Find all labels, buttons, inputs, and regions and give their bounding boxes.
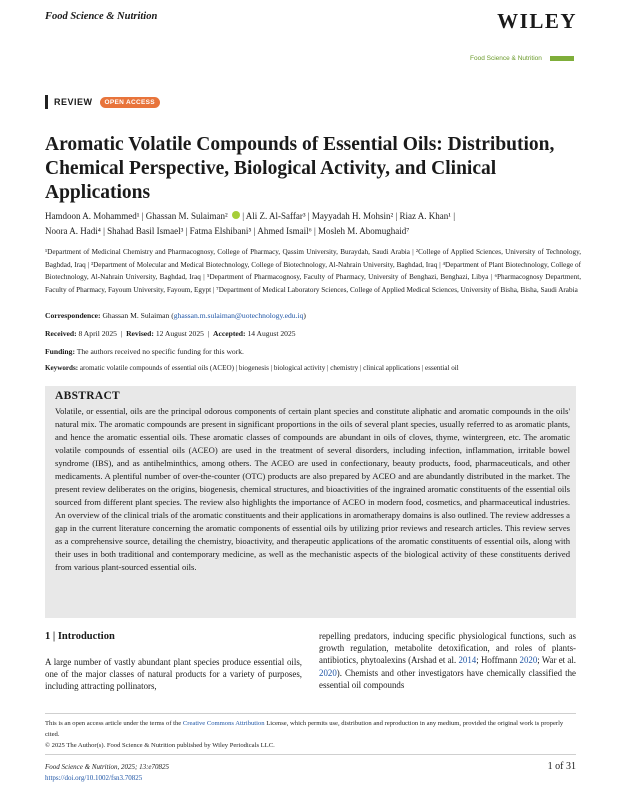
article-type-row <box>45 95 160 109</box>
received-label: Received: <box>45 329 77 338</box>
article-type-marker <box>45 95 48 109</box>
citation-link[interactable]: 2020 <box>319 667 337 678</box>
correspondence-email-link[interactable]: ghassan.m.sulaiman@uotechnology.edu.iq <box>173 311 304 320</box>
publisher-logo: WILEY <box>497 9 577 33</box>
authors-line-1b[interactable]: | Ali Z. Al-Saffar³ | Mayyadah H. Mohsin² | Riaz A. Khan¹ | <box>239 211 456 221</box>
orcid-icon[interactable] <box>232 211 240 219</box>
abstract-heading: ABSTRACT <box>55 390 121 402</box>
funding-label: Funding: <box>45 347 75 356</box>
license-text: This is an open access article under the terms of the <box>45 720 183 727</box>
page-number: 1 of 31 <box>547 761 576 772</box>
accepted-label: Accepted: <box>213 329 246 338</box>
journal-logo-text: Food Science & Nutrition <box>470 55 542 62</box>
correspondence <box>45 311 306 320</box>
revised-date: 12 August 2025 <box>155 329 204 338</box>
body-text: ; Hoffmann <box>476 655 520 666</box>
authors-line-2[interactable]: Noora A. Hadi⁴ | Shahad Basil Ismael³ | Fatma Elshibani⁵ | Ahmed Ismail⁶ | Mosleh M. Abomughaid⁷ <box>45 226 410 236</box>
footer-citation <box>45 762 169 784</box>
affiliations: ¹Department of Medicinal Chemistry and Pharmacognosy, College of Pharmacy, Qassim University, Buraydah, Saudi Arabia | ²College of Applied Sciences, University of Technology, Baghdad, Iraq | ³Department of Molecular and Medical Biotechnology, College of Biotechnology, Al-Nahrain University, Baghdad, Iraq | ⁴Department of Plant Biotechnology, College of Biotechnology, Al-Nahrain University, Baghdad, Iraq | ⁵Department of Pharmacognosy, Faculty of Pharmacy, University of Benghazi, Benghazi, Libya | ⁶Pharmacognosy Department, Faculty of Pharmacy, Fayoum University, Fayoum, Egypt | ⁷Department of Medical Laboratory Sciences, College of Applied Medical Sciences, University of Bisha, Bisha, Saudi Arabia <box>45 248 581 294</box>
dates: Received: 8 April 2025 | Revised: 12 August 2025 | Accepted: 14 August 2025 <box>45 329 296 338</box>
article-type-label: REVIEW <box>54 97 93 107</box>
doi-link[interactable]: https://doi.org/10.1002/fsn3.70825 <box>45 774 143 782</box>
abstract-text: Volatile, or essential, oils are the principal odorous components of certain plant species and constitute aliphatic and aromatic compounds in the oils' natural mix. The aromatic compounds are present in significant proportions in the oils of several plant species, usually referred to as aromatic plants, and hence the aromatic essential oils. These aromatic classes of compounds are abundant in oils of cloves, thyme, wintergreen, etc. The aromatic volatile compounds of essential oils (ACEO) are used in the treatment of several disorders, including infection, inflammation, irritable bowel syndrome (IBS), and as antihelminthics, among others. The ACEO are used in confectionary, beauty products, food, pharmaceuticals, and other medicaments. A plentiful number of over-the-counter (OTC) products are also prepared by ACEO and are abundantly distributed in the market. The present review deliberates on the origins, biogenesis, chemical structures, and bioactivities of the ingrained aromatic constituents of the essential oils sourced from different plant species. The review also highlights the importance of ACEO in modern food, cosmetics, and pharmaceutical industries. An overview of the clinical trials of the aromatic constituents and their applications in aromatherapy domains is also outlined. The review addresses a gap in the current literature concerning the aromatic components of essential oils by utilizing prior reviews and research articles. This review serves as a comprehensive source, detailing the chemistry, bioactivity, and therapeutic applications of the aromatic constituents of essential oils, along with their uses in both traditional and contemporary medicine, as well as the mechanistic aspects of the biological activity of these constituents derived from various plant-sourced essential oils. <box>55 406 570 572</box>
open-access-logo-bar <box>550 56 574 61</box>
article-title: Aromatic Volatile Compounds of Essential Oils: Distribution, Chemical Perspective, Biological Activity, and Clinical Applications <box>45 134 555 203</box>
author-list <box>45 209 585 239</box>
accepted-date: 14 August 2025 <box>247 329 296 338</box>
revised-label: Revised: <box>126 329 154 338</box>
body-column-right <box>319 630 576 691</box>
footer-divider <box>45 713 576 714</box>
body-text: repelling predators, inducing specific physiological functions, such as growth regulation, metabolite detoxification, and roles of plants-antibiotics, phytoalexins (Arshad et al. <box>319 631 576 666</box>
license-note <box>45 718 576 751</box>
section-number: 1 | <box>45 631 58 642</box>
keywords-label: Keywords: <box>45 364 79 372</box>
section-title: Introduction <box>57 631 115 642</box>
section-heading <box>45 631 115 642</box>
funding-text: The authors received no specific funding for this work. <box>76 347 244 356</box>
correspondence-close: ) <box>303 311 306 320</box>
journal-name: Food Science & Nutrition <box>45 11 158 22</box>
correspondence-label: Correspondence: <box>45 311 101 320</box>
body-text: ; War et al. <box>537 655 576 666</box>
license-link[interactable]: Creative Commons Attribution <box>182 720 265 727</box>
keywords-text: aromatic volatile compounds of essential oils (ACEO) | biogenesis | biological activity | chemistry | clinical applications | essential oil <box>79 364 459 372</box>
correspondence-name: Ghassan M. Sulaiman ( <box>102 311 174 320</box>
open-access-badge[interactable]: OPEN ACCESS <box>100 97 160 108</box>
authors-line-1[interactable]: Hamdoon A. Mohammed¹ | Ghassan M. Sulaiman² <box>45 211 230 221</box>
citation-text: Food Science & Nutrition, 2025; 13:e70825 <box>45 763 170 771</box>
footer-divider-2 <box>45 754 576 755</box>
citation-link[interactable]: 2020 <box>519 655 538 666</box>
received-date: 8 April 2025 <box>78 329 117 338</box>
body-text: ). Chemists and other investigators have chemically classified the essential oil compounds <box>319 667 576 690</box>
license-text-post: License, which permits use, distribution and reproduction in any medium, provided the original work is properly cited. <box>45 720 564 738</box>
citation-link[interactable]: 2014 <box>458 655 477 666</box>
body-column-left: A large number of vastly abundant plant species produce essential oils, one of the major classes of natural products for a variety of purposes, including attracting pollinators, <box>45 657 302 692</box>
keywords <box>45 364 459 372</box>
copyright-text: © 2025 The Author(s). Food Science & Nutrition published by Wiley Periodicals LLC. <box>45 742 275 749</box>
journal-logo <box>470 47 574 65</box>
funding <box>45 347 244 356</box>
